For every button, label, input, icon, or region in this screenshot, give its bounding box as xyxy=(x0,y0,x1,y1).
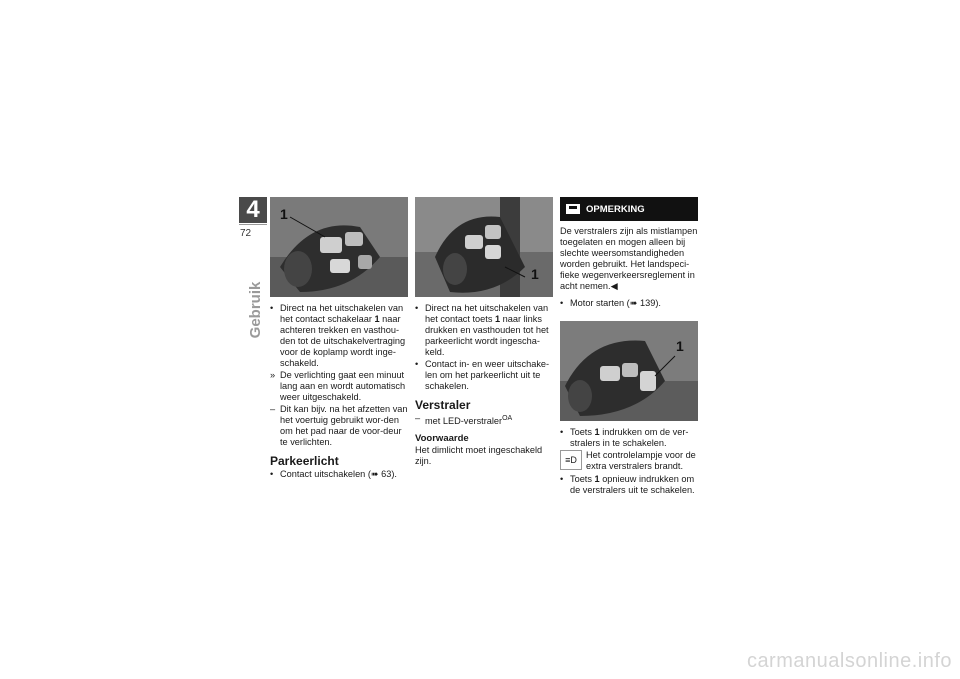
watermark: carmanualsonline.info xyxy=(746,650,952,672)
list-item: • Direct na het uitschakelen van het contact schakelaar 1 naar achteren trekken en vasthou-den tot de uitschakelvertraging voor de koplamp wordt inge-schakeld. xyxy=(270,303,408,369)
list-item: – Dit kan bijv. na het afzetten van het voertuig gebruikt wor-den om het pad naar de voor-deur te verlichten. xyxy=(270,404,408,448)
indicator-note: ≡D Het controlelampje voor de extra verstralers brandt. xyxy=(560,450,698,472)
list-item: • Toets 1 opnieuw indrukken om de verstralers uit te schakelen. xyxy=(560,474,698,496)
list-item: • Contact in- en weer uitschake-len om het parkeerlicht uit te schakelen. xyxy=(415,359,553,392)
handlebar-switch-photo-3 xyxy=(560,321,698,421)
notice-banner: OPMERKING xyxy=(560,197,698,221)
auxiliary-light-indicator-icon: ≡D xyxy=(560,450,582,470)
chapter-divider xyxy=(239,224,267,225)
handlebar-switch-photo-2 xyxy=(415,197,553,297)
callout-number: 1 xyxy=(676,338,684,354)
list-item: • Motor starten (➠ 139). xyxy=(560,298,698,309)
handlebar-switch-photo-1 xyxy=(270,197,408,297)
list-item: • Direct na het uitschakelen van het contact toets 1 naar links drukken en vasthouden tot het parkeerlicht wordt ingescha-keld. xyxy=(415,303,553,358)
chapter-title: Gebruik xyxy=(247,281,264,339)
section-heading: Verstraler xyxy=(415,398,471,412)
column-2 xyxy=(415,197,553,467)
chapter-number: 4 xyxy=(239,197,267,223)
subheading: Voorwaarde xyxy=(415,433,469,445)
notice-text: De verstralers zijn als mistlampen toegelaten en mogen alleen bij slechte weersomstandigheden worden gebruikt. Het landspeci-fieke wegenverkeersreglement in acht nemen.◀ xyxy=(560,226,698,291)
option-item: – met LED-verstraler$^{OA}$ xyxy=(415,413,553,427)
page-number: 72 xyxy=(240,228,252,239)
section-heading: Parkeerlicht xyxy=(270,454,339,468)
list-item: • Toets 1 indrukken om de ver-stralers in te schakelen. xyxy=(560,427,698,449)
list-item: • Contact uitschakelen (➠ 63). xyxy=(270,469,408,480)
column-1 xyxy=(270,197,408,481)
list-item: » De verlichting gaat een minuut lang aan en wordt automatisch weer uitgeschakeld. xyxy=(270,370,408,403)
callout-number: 1 xyxy=(531,266,539,282)
notice-hand-icon xyxy=(566,204,580,214)
callout-number: 1 xyxy=(280,206,288,222)
condition-text: Het dimlicht moet ingeschakeld zijn. xyxy=(415,445,543,467)
column-3 xyxy=(560,197,698,497)
